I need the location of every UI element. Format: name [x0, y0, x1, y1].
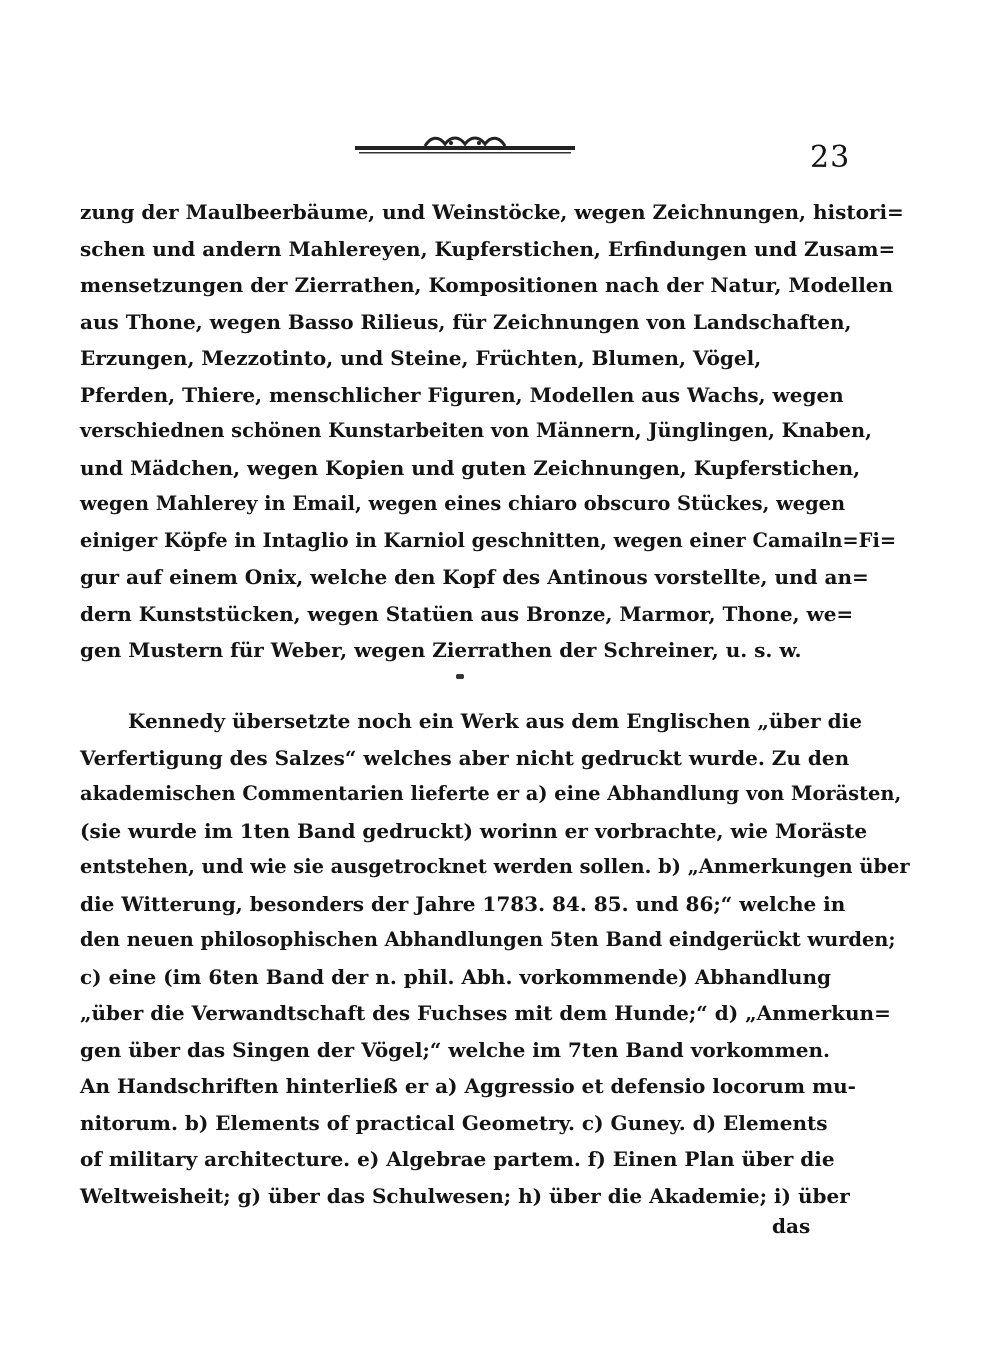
text-line: die Witterung, besonders der Jahre 1783. 84. 85. und 86;“ welche in — [80, 891, 846, 916]
text-line: Erzungen, Mezzotinto, und Steine, Früchten, Blumen, Vögel, — [80, 346, 762, 370]
text-line: nitorum. b) Elements of practical Geometry. c) Guney. d) Elements — [80, 1110, 828, 1135]
text-line: Pferden, Thiere, menschlicher Figuren, Modellen aus Wachs, wegen — [80, 382, 844, 407]
text-line: gur auf einem Onix, welche den Kopf des Antinous vorstellte, und an= — [80, 565, 869, 589]
text-line: of military architecture. e) Algebrae partem. f) Einen Plan über die — [80, 1147, 835, 1171]
text-line: gen Mustern für Weber, wegen Zierrathen der Schreiner, u. s. w. — [80, 638, 802, 662]
text-line: Kennedy übersetzte noch ein Werk aus dem Englischen „über die — [128, 709, 862, 733]
text-line: dern Kunststücken, wegen Statüen aus Bronze, Marmor, Thone, we= — [80, 601, 854, 626]
page-number: 23 — [810, 140, 851, 175]
text-line: schen und andern Mahlereyen, Kupferstichen, Erfindungen und Zusam= — [80, 236, 896, 261]
text-line: gen über das Singen der Vögel;“ welche im 7ten Band vorkommen. — [80, 1037, 830, 1062]
text-line: c) eine (im 6ten Band der n. phil. Abh. vorkommende) Abhandlung — [80, 964, 831, 989]
text-line: wegen Mahlerey in Email, wegen eines chiaro obscuro Stückes, wegen — [80, 492, 846, 515]
text-line: An Handschriften hinterließ er a) Aggressio et defensio locorum mu- — [80, 1074, 856, 1098]
text-line: aus Thone, wegen Basso Rilieus, für Zeichnungen von Landschaften, — [80, 309, 852, 334]
text-line: „über die Verwandtschaft des Fuchses mit dem Hunde;“ d) „Anmerkun= — [80, 1001, 891, 1025]
text-line: zung der Maulbeerbäume, und Weinstöcke, wegen Zeichnungen, histori= — [80, 200, 904, 224]
text-line: mensetzungen der Zierrathen, Kompositionen nach der Natur, Modellen — [80, 273, 894, 297]
text-line: (sie wurde im 1ten Band gedruckt) worinn er vorbrachte, wie Moräste — [80, 818, 868, 843]
text-line: Weltweisheit; g) über das Schulwesen; h) über die Akademie; i) über — [80, 1183, 850, 1208]
paragraph-1 — [80, 194, 904, 669]
text-line: Verfertigung des Salzes“ welches aber nicht gedruckt wurde. Zu den — [80, 745, 850, 770]
text-line: akademischen Commentarien lieferte er a) eine Abhandlung von Morästen, — [80, 782, 902, 805]
text-line: einiger Köpfe in Intaglio in Karniol geschnitten, wegen einer Camailn=Fi= — [80, 528, 897, 552]
ink-dot — [456, 674, 464, 679]
header-ornament — [355, 134, 575, 160]
catchword: das — [772, 1214, 811, 1238]
text-line: entstehen, und wie sie ausgetrocknet werden sollen. b) „Anmerkungen über — [80, 855, 910, 878]
text-line: den neuen philosophischen Abhandlungen 5ten Band eindgerückt wurden; — [80, 928, 896, 951]
paragraph-2 — [80, 703, 910, 1214]
text-line: und Mädchen, wegen Kopien und guten Zeichnungen, Kupferstichen, — [80, 455, 861, 480]
text-line: verschiednen schönen Kunstarbeiten von Männern, Jünglingen, Knaben, — [80, 419, 872, 442]
